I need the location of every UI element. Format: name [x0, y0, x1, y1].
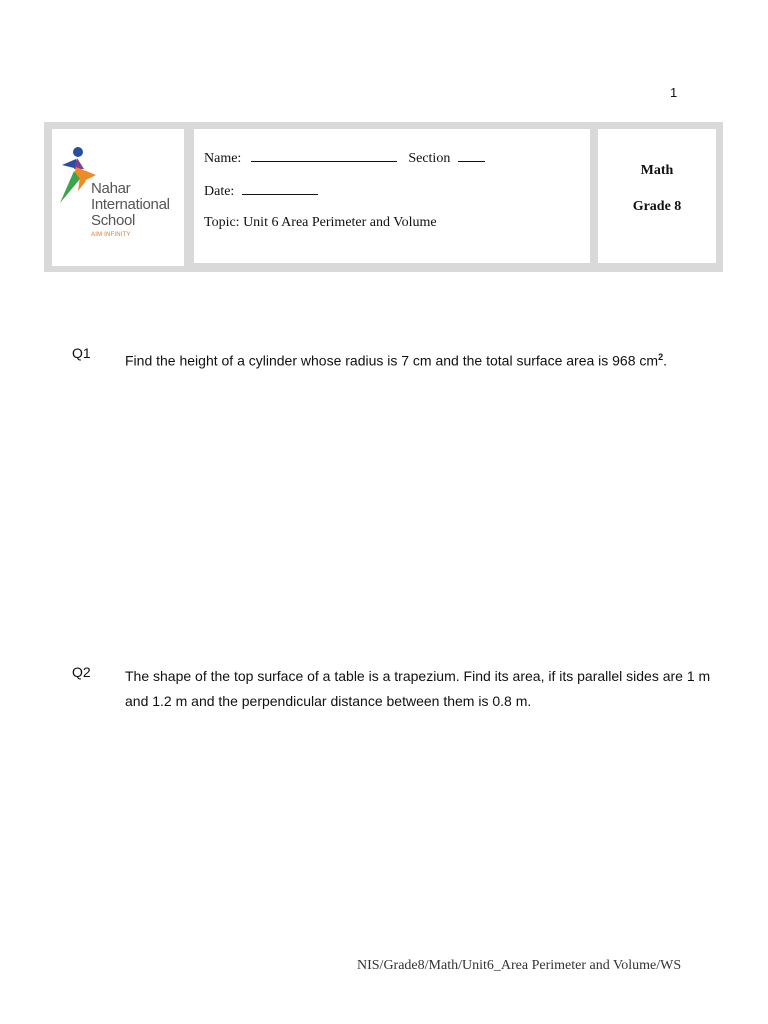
school-name-line1: Nahar — [91, 180, 131, 197]
worksheet-header — [44, 122, 723, 272]
grade-title: Grade 8 — [632, 199, 682, 214]
question-label: Q2 — [72, 664, 91, 680]
school-name — [91, 181, 170, 229]
date-line — [204, 182, 318, 200]
question-suffix: . — [663, 352, 667, 369]
section-label: Section — [408, 151, 451, 166]
school-name-line2: International — [91, 196, 170, 213]
question-text-body: Find the height of a cylinder whose radius is 7 cm and the total surface area is 968 cm — [125, 352, 659, 369]
topic-line: Topic: Unit 6 Area Perimeter and Volume — [204, 215, 437, 230]
subject-cell — [598, 129, 716, 263]
date-label: Date: — [204, 184, 235, 199]
student-info-cell — [194, 129, 590, 263]
school-name-line3: School — [91, 212, 136, 229]
page-number: 1 — [670, 85, 678, 100]
date-blank[interactable] — [242, 182, 318, 195]
question-superscript: 2 — [658, 352, 664, 362]
name-line — [204, 149, 485, 167]
name-blank[interactable] — [251, 149, 397, 162]
subject-title: Math — [640, 163, 674, 178]
school-tagline: AIM INFINITY — [91, 232, 131, 238]
logo-cell — [52, 129, 184, 266]
question-text — [125, 345, 725, 374]
document-footer: NIS/Grade8/Math/Unit6_Area Perimeter and Volume/WS — [357, 958, 682, 973]
section-blank[interactable] — [458, 149, 485, 162]
question-text: The shape of the top surface of a table is a trapezium. Find its area, if its parallel sides are 1 m and 1.2 m and the perpendicular distance between them is 0.8 m. — [125, 668, 711, 709]
name-label: Name: — [204, 151, 242, 166]
question-label: Q1 — [72, 345, 91, 361]
